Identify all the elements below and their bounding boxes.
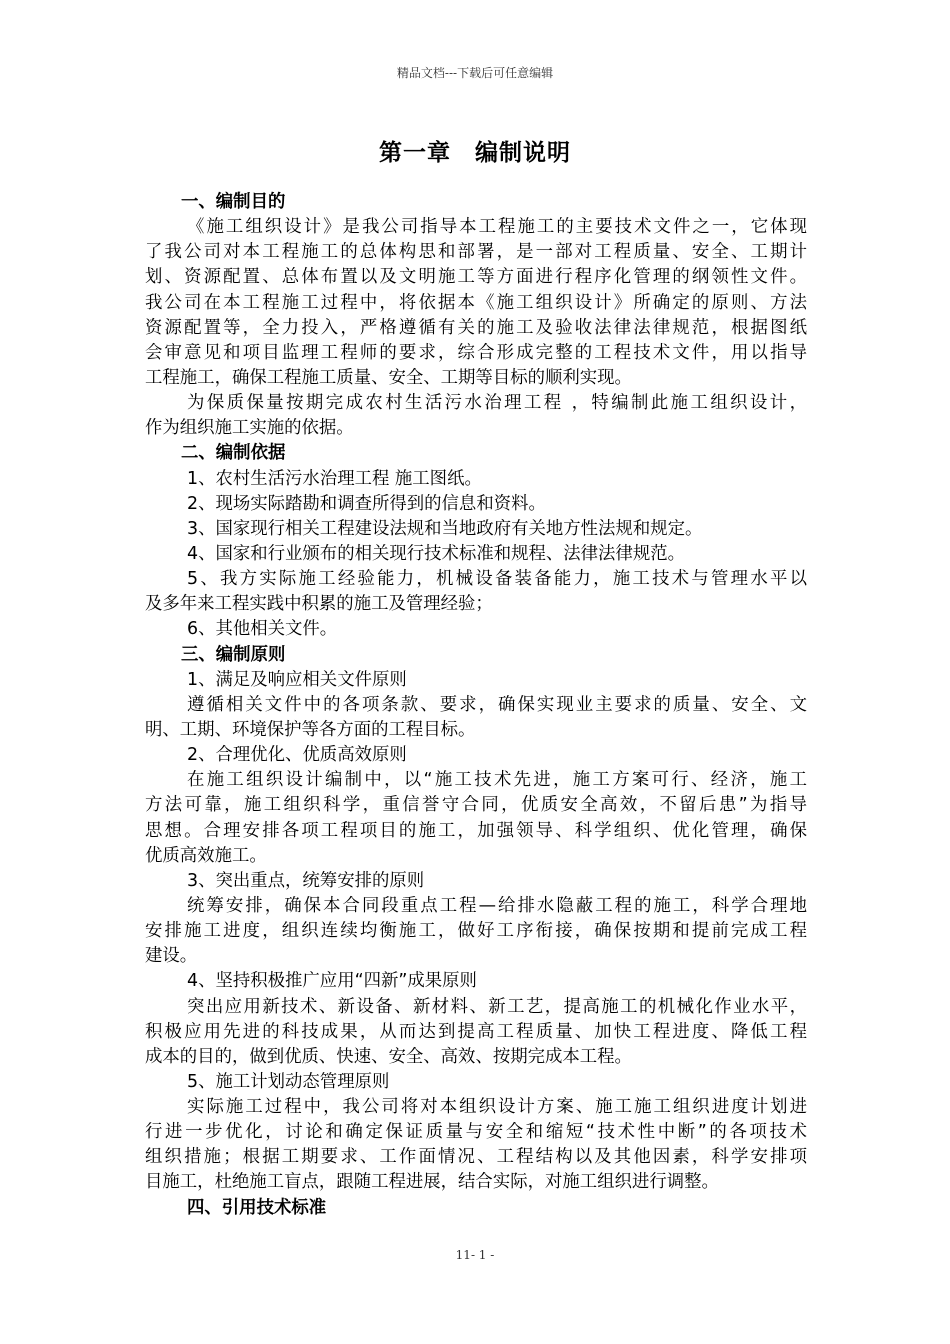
paragraph-line: 建设。: [145, 946, 198, 967]
subsection-heading: 3、突出重点，统筹安排的原则: [187, 870, 425, 891]
paragraph-line: 安排施工进度，组织连续均衡施工，做好工序衔接，确保按期和提前完成工程: [145, 921, 807, 942]
paragraph-line: 划、资源配置、总体布置以及文明施工等方面进行程序化管理的纲领性文件。: [145, 267, 807, 288]
paragraph-line: 成本的目的，做到优质、快速、安全、高效、按期完成本工程。: [145, 1046, 632, 1067]
section-heading: 三、编制原则: [181, 644, 286, 665]
list-item: 1、农村生活污水治理工程 施工图纸。: [187, 468, 482, 489]
list-item: 3、国家现行相关工程建设法规和当地政府有关地方性法规和规定。: [187, 518, 703, 539]
list-item: 4、国家和行业颁布的相关现行技术标准和规程、法律法律规范。: [187, 543, 686, 564]
paragraph-line: 了我公司对本工程施工的总体构思和部署，是一部对工程质量、安全、工期计: [145, 242, 807, 263]
list-item: 5、我方实际施工经验能力，机械设备装备能力，施工技术与管理水平以: [187, 569, 807, 590]
paragraph-line: 资源配置等，全力投入，严格遵循有关的施工及验收法律法律规范，根据图纸: [145, 317, 807, 338]
paragraph-line: 行进一步优化，讨论和确定保证质量与安全和缩短“技术性中断”的各项技术: [145, 1122, 807, 1143]
paragraph-line: 在施工组织设计编制中，以“施工技术先进，施工方案可行、经济，施工: [187, 770, 807, 791]
paragraph-line: 《施工组织设计》是我公司指导本工程施工的主要技术文件之一，它体现: [187, 217, 807, 238]
paragraph-line: 思想。合理安排各项工程项目的施工，加强领导、科学组织、优化管理，确保: [145, 820, 807, 841]
paragraph-line: 方法可靠，施工组织科学，重信誉守合同，优质安全高效，不留后患”为指导: [145, 795, 807, 816]
paragraph-line: 积极应用先进的科技成果，从而达到提高工程质量、加快工程进度、降低工程: [145, 1021, 807, 1042]
paragraph-line: 遵循相关文件中的各项条款、要求，确保实现业主要求的质量、安全、文: [187, 694, 807, 715]
page-header: 精品文档---下载后可任意编辑: [396, 66, 554, 80]
paragraph-line: 工程施工，确保工程施工质量、安全、工期等目标的顺利实现。: [145, 367, 632, 388]
list-item-continued: 及多年来工程实践中积累的施工及管理经验；: [145, 594, 493, 615]
paragraph-line: 实际施工过程中，我公司将对本组织设计方案、施工施工组织进度计划进: [187, 1097, 807, 1118]
list-item: 2、现场实际踏勘和调查所得到的信息和资料。: [187, 493, 546, 514]
paragraph-line: 目施工，杜绝施工盲点，跟随工程进展，结合实际，对施工组织进行调整。: [145, 1172, 719, 1193]
section-heading: 二、编制依据: [181, 443, 286, 464]
paragraph-line: 明、工期、环境保护等各方面的工程目标。: [145, 719, 476, 740]
paragraph-line: 为保质保量按期完成农村生活污水治理工程 ，特编制此施工组织设计，: [187, 393, 807, 414]
list-item: 6、其他相关文件。: [187, 619, 338, 640]
section-heading: 四、引用技术标准: [187, 1197, 327, 1218]
chapter-title: 第一章 编制说明: [379, 140, 571, 166]
paragraph-line: 统筹安排，确保本合同段重点工程—给排水隐蔽工程的施工，科学合理地: [187, 895, 807, 916]
paragraph-line: 组织措施；根据工期要求、工作面情况、工程结构以及其他因素，科学安排项: [145, 1147, 807, 1168]
paragraph-line: 优质高效施工。: [145, 845, 267, 866]
section-heading: 一、编制目的: [181, 192, 286, 212]
paragraph-line: 作为组织施工实施的依据。: [145, 418, 354, 439]
page-number: 11- 1 -: [455, 1248, 495, 1262]
document-body: [145, 190, 807, 1221]
paragraph-line: 会审意见和项目监理工程师的要求，综合形成完整的工程技术文件，用以指导: [145, 342, 807, 363]
subsection-heading: 4、坚持积极推广应用“四新”成果原则: [187, 971, 477, 992]
paragraph-line: 突出应用新技术、新设备、新材料、新工艺，提高施工的机械化作业水平，: [187, 996, 807, 1017]
subsection-heading: 5、施工计划动态管理原则: [187, 1071, 390, 1092]
paragraph-line: 我公司在本工程施工过程中，将依据本《施工组织设计》所确定的原则、方法: [145, 292, 807, 313]
subsection-heading: 1、满足及响应相关文件原则: [187, 669, 407, 690]
subsection-heading: 2、合理优化、优质高效原则: [187, 745, 407, 766]
